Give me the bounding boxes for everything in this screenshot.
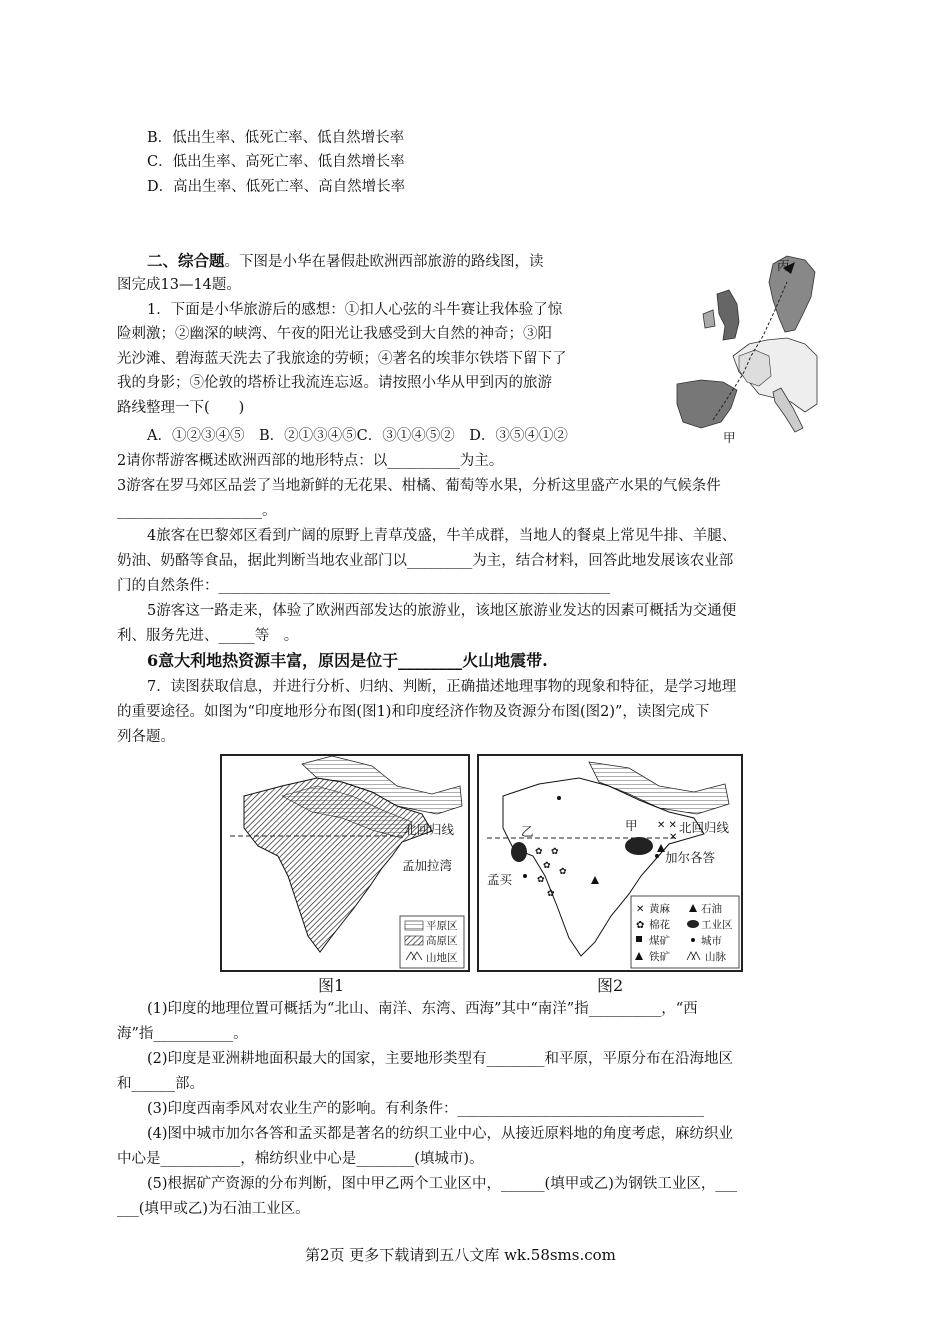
europe-label-bing: 丙	[777, 258, 790, 273]
fig2-tropic-label: 北回归线	[679, 820, 730, 835]
page-footer: 第2页 更多下载请到五八文库 wk.58sms.com	[305, 1246, 616, 1264]
section2-heading: 二、综合题	[147, 252, 225, 270]
q6: 6意大利地热资源丰富，原因是位于________火山地震带.	[147, 651, 548, 670]
section2-intro-text: 。下图是小华在暑假赴欧洲西部旅游的路线图，读	[224, 254, 544, 270]
q3-line1: 3游客在罗马郊区品尝了当地新鲜的无花果、柑橘、葡萄等水果，分析这里盛产水果的气候条件	[117, 478, 721, 494]
svg-text:✿: ✿	[537, 875, 545, 885]
section2-intro	[147, 250, 544, 273]
svg-text:✿: ✿	[535, 847, 543, 857]
fig1-caption: 图1	[318, 976, 345, 995]
fig2-legend-city: 城市	[701, 935, 722, 947]
q4-line2: 奶油、奶酪等食品，据此判断当地农业部门以_________为主，结合材料，回答此地发展该农业部	[117, 553, 734, 569]
sub4-line2: 中心是___________，棉纺织业中心是________(填城市)。	[117, 1151, 484, 1167]
fig2-caption: 图2	[597, 976, 624, 995]
fig2-legend-oil: 石油	[701, 903, 722, 915]
fig2-legend-mountains: 山脉	[705, 951, 726, 963]
svg-text:✿: ✿	[543, 861, 551, 871]
q1-line3: 光沙滩、碧海蓝天洗去了我旅途的劳顿；④著名的埃菲尔铁塔下留下了	[117, 351, 567, 367]
q7-line2: 的重要途径。如图为“印度地形分布图(图1)和印度经济作物及资源分布图(图2)”，读图完成下	[117, 704, 710, 720]
q4-line1: 4旅客在巴黎郊区看到广阔的原野上青草茂盛，牛羊成群，当地人的餐桌上常见牛排、羊腿、	[147, 528, 737, 544]
fig1-legend-plain: 平原区	[426, 920, 458, 932]
q4-line3: 门的自然条件：______________________________________________________	[117, 578, 610, 594]
fig1-legend-mountain: 山地区	[426, 952, 458, 964]
fig2-kolkata-label: 加尔各答	[665, 850, 716, 865]
fig1-legend-plateau: 高原区	[426, 935, 458, 947]
q1-line2: 险刺激；②幽深的峡湾、午夜的阳光让我感受到大自然的神奇；③阳	[117, 326, 552, 342]
fig1-tropic-label: 北回归线	[404, 822, 455, 837]
option-c: C．低出生率、高死亡率、低自然增长率	[147, 154, 405, 170]
option-d: D．高出生率、低死亡率、高自然增长率	[147, 179, 406, 195]
option-b: B．低出生率、低死亡率、低自然增长率	[147, 130, 405, 146]
q5-line1: 5游客这一路走来，体验了欧洲西部发达的旅游业，该地区旅游业发达的因素可概括为交通便	[147, 603, 737, 619]
q7-line3: 列各题。	[117, 729, 175, 745]
q1-line4: 我的身影；⑤伦敦的塔桥让我流连忘返。请按照小华从甲到丙的旅游	[117, 375, 552, 391]
svg-text:✿: ✿	[636, 920, 645, 931]
europe-label-jia: 甲	[723, 430, 736, 445]
sub1-line1: (1)印度的地理位置可概括为“北山、南洋、东湾、西海”其中“南洋”指__________，“西	[147, 1001, 698, 1017]
sub1-line2: 海”指___________。	[117, 1026, 248, 1042]
europe-route-map	[655, 252, 820, 454]
sub5-line2: ___(填甲或乙)为石油工业区。	[117, 1201, 310, 1217]
q3-line2: ____________________。	[117, 503, 277, 519]
fig2-yi-label: 乙	[521, 824, 534, 839]
fig2-legend-jute: 黄麻	[649, 903, 670, 915]
fig1-bay-label: 孟加拉湾	[402, 858, 453, 873]
section2-intro-2: 图完成13—14题。	[117, 277, 241, 293]
q7-line1: 7．读图获取信息，并进行分析、归纳、判断，正确描述地理事物的现象和特征，是学习地理	[147, 679, 737, 695]
svg-text:✕ ✕: ✕ ✕	[657, 820, 677, 831]
svg-text:✕: ✕	[669, 832, 678, 843]
q1-line5: 路线整理一下( )	[117, 400, 245, 416]
svg-text:✿: ✿	[559, 867, 567, 877]
sub3: (3)印度西南季风对农业生产的影响。有利条件：__________________________________	[147, 1101, 705, 1117]
sub5-line1: (5)根据矿产资源的分布判断，图中甲乙两个工业区中，______(填甲或乙)为钢铁工业区，___	[147, 1176, 738, 1192]
fig2-legend-cotton: 棉花	[649, 919, 670, 931]
q5-line2: 利、服务先进、_____等 。	[117, 628, 299, 644]
svg-text:✿: ✿	[551, 847, 559, 857]
q1-options: A．①②③④⑤ B．②①③④⑤C．③①④⑤② D．③⑤④①②	[147, 428, 568, 444]
india-terrain-map	[220, 754, 470, 972]
fig2-legend-iron: 铁矿	[649, 951, 670, 963]
q2: 2请你帮游客概述欧洲西部的地形特点：以__________为主。	[117, 453, 504, 469]
fig2-legend-coal: 煤矿	[649, 935, 670, 947]
svg-text:✕: ✕	[636, 904, 645, 915]
fig2-mumbai-label: 孟买	[487, 872, 513, 887]
fig2-jia-label: 甲	[625, 818, 638, 833]
fig2-legend-industrial: 工业区	[701, 919, 733, 931]
sub2-line2: 和______部。	[117, 1076, 204, 1092]
india-economy-map	[477, 754, 743, 972]
sub4-line1: (4)图中城市加尔各答和孟买都是著名的纺织工业中心，从接近原料地的角度考虑，麻纺织业	[147, 1126, 734, 1142]
q1-line1: 1．下面是小华旅游后的感想：①扣人心弦的斗牛赛让我体验了惊	[147, 302, 563, 318]
sub2-line1: (2)印度是亚洲耕地面积最大的国家，主要地形类型有________和平原，平原分布在沿海地区	[147, 1051, 734, 1067]
svg-text:✿: ✿	[547, 889, 555, 899]
